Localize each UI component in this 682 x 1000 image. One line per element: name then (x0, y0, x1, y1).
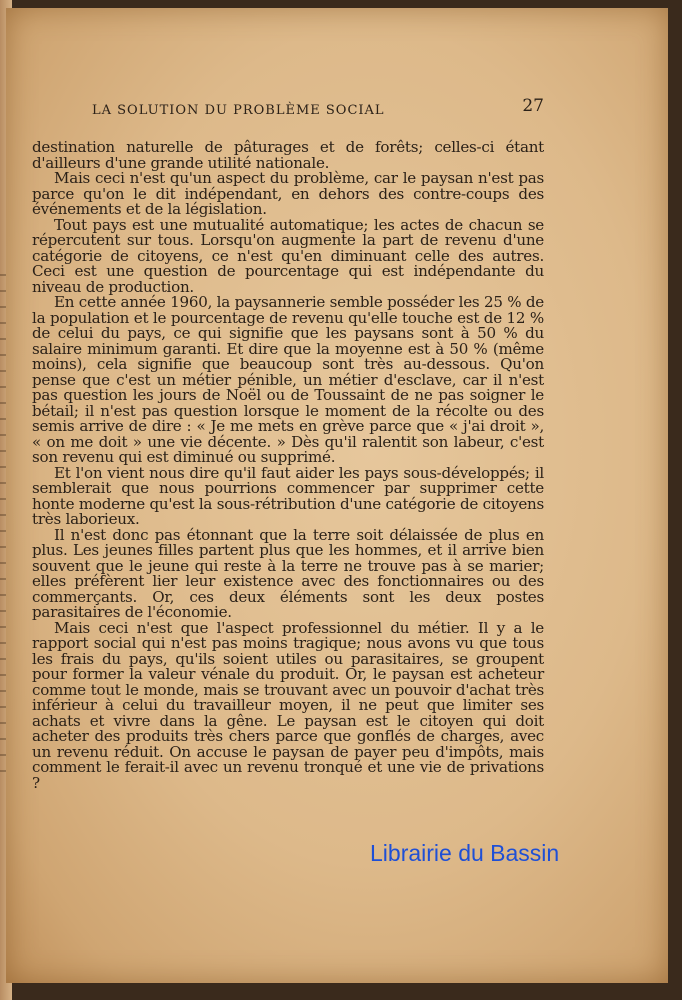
paragraph: Tout pays est une mutualité automatique; les actes de chacun se répercutent sur tous. Lorsqu'on augmente la part de revenu d'une catégorie de citoyens, ce n'est qu'en diminuant celle des autres. Ceci est une question de pourcentage qui est indépendante du niveau de production. (32, 215, 544, 296)
seller-watermark: Librairie du Bassin (370, 840, 560, 866)
page-header (92, 96, 544, 118)
page-number: 27 (522, 96, 544, 116)
running-title: LA SOLUTION DU PROBLÈME SOCIAL (92, 103, 385, 118)
paragraph: Et l'on vient nous dire qu'il faut aider les pays sous-développés; il semblerait que nous pourrions commencer par supprimer cette honte moderne qu'est la sous-rétribution d'une catégorie de citoyens très laborieux. (32, 463, 544, 528)
paragraph: Mais ceci n'est qu'un aspect du problème, car le paysan n'est pas parce qu'on le dit indépendant, en dehors des contre-coups des événements et de la législation. (32, 169, 544, 218)
paragraph: En cette année 1960, la paysannerie semble posséder les 25 % de la population et le pourcentage de revenu qu'elle touche est de 12 % de celui du pays, ce qui signifie que les paysans sont à 50 % du salaire minimum garanti. Et dire que la moyenne est à 50 % (même moins), cela signifie que beaucoup sont très au-dessous. Qu'on pense que c'est un métier pénible, un métier d'esclave, car il n'est pas question les jours de Noël ou de Toussaint de ne pas soigner le bétail; il n'est pas question lorsque le moment de la récolte ou des semis arrive de dire : « Je me mets en grève parce que « j'ai droit », « on me doit » une vie décente. » Dès qu'il ralentit son labeur, c'est son revenu qui est diminué ou supprimé. (32, 293, 544, 466)
paragraph: destination naturelle de pâturages et de forêts; celles-ci étant d'ailleurs d'une grande utilité nationale. (32, 138, 544, 172)
body-text (32, 140, 544, 791)
paragraph: Mais ceci n'est que l'aspect professionnel du métier. Il y a le rapport social qui n'est pas moins tragique; nous avons vu que tous les frais du pays, qu'ils soient utiles ou parasitaires, se groupent pour former la valeur vénale du produit. Or, le paysan est acheteur comme tout le monde, mais se trouvant avec un pouvoir d'achat très inférieur à celui du travailleur moyen, il ne peut que limiter ses achats et vivre dans la gêne. Le paysan est le citoyen qui doit acheter des produits très chers parce que gonflés de charges, avec un revenu réduit. On accuse le paysan de payer peu d'impôts, mais comment le ferait-il avec un revenu tronqué et une vie de privations ? (32, 618, 544, 792)
paragraph: Il n'est donc pas étonnant que la terre soit délaissée de plus en plus. Les jeunes filles partent plus que les hommes, et il arrive bien souvent que le jeune qui reste à la terre ne trouve pas à se marier; elles préfèrent lier leur existence avec des fonctionnaires ou des commerçants. Or, ces deux éléments sont les deux postes parasitaires de l'économie. (32, 525, 544, 621)
